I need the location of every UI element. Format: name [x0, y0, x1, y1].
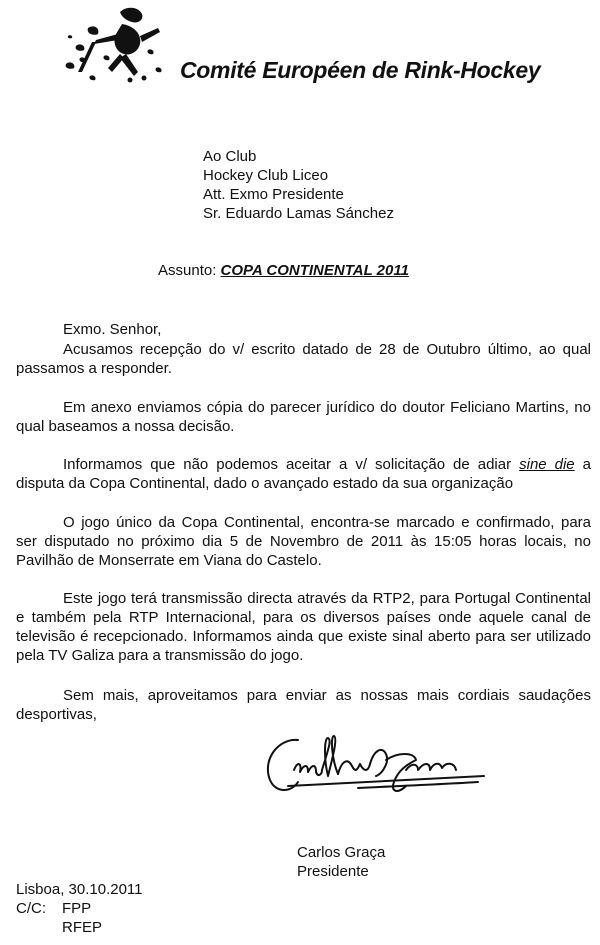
subject-line [158, 262, 409, 279]
recipient-line: Ao Club [203, 148, 257, 165]
signer-title: Presidente [297, 863, 369, 880]
handwritten-signature [258, 730, 490, 806]
paragraph [16, 513, 591, 570]
subject-text: COPA CONTINENTAL 2011 [220, 262, 409, 279]
footer [16, 880, 143, 937]
rink-hockey-player-logo-icon [60, 6, 168, 84]
recipient-line: Hockey Club Liceo [203, 167, 329, 184]
place-date: Lisboa, 30.10.2011 [16, 881, 143, 898]
cc-list [62, 899, 102, 937]
paragraph-text: Acusamos recepção do v/ escrito datado de 28 de Outubro último, ao qual passamos a responder. [16, 341, 591, 377]
paragraph [16, 398, 591, 436]
signer-name: Carlos Graça [297, 844, 386, 861]
subject-label: Assunto: [158, 262, 221, 279]
recipient-address [203, 147, 394, 223]
paragraph-text: Este jogo terá transmissão directa através da RTP2, para Portugal Continental e também pela RTP Internacional, para os diversos países onde aquele canal de televisão é recepcionado. Informamos ainda que existe sinal aberto para ser utilizado pela TV Galiza para a transmissão do jogo. [16, 590, 591, 664]
emphasized-term: sine die [519, 456, 575, 473]
paragraph [16, 589, 591, 665]
paragraph [16, 340, 591, 378]
paragraph-text-part: a disputa da Copa Continental, dado o avançado estado da sua organização [16, 456, 592, 492]
paragraph-text [16, 455, 591, 493]
paragraph [16, 455, 591, 493]
cc-recipient: FPP [62, 900, 92, 917]
paragraph-text: Em anexo enviamos cópia do parecer jurídico do doutor Feliciano Martins, no qual baseamos a nossa decisão. [16, 399, 591, 435]
cc-recipient: RFEP [62, 919, 103, 936]
cc-label: C/C: [16, 900, 46, 917]
letterhead [0, 0, 600, 100]
paragraph-text: O jogo único da Copa Continental, encontra-se marcado e confirmado, para ser disputado no próximo dia 5 de Novembro de 2011 às 15:05 horas locais, no Pavilhão de Monserrate em Viana do Castelo. [16, 514, 591, 569]
signer-block [297, 843, 385, 881]
paragraph-text-part: Informamos que não podemos aceitar a v/ solicitação de adiar [63, 456, 520, 473]
recipient-line: Att. Exmo Presidente [203, 186, 344, 203]
organization-name: Comité Européen de Rink-Hockey [180, 57, 541, 83]
paragraph [16, 686, 591, 724]
paragraph-text: Sem mais, aproveitamos para enviar as nossas mais cordiais saudações desportivas, [16, 687, 591, 723]
recipient-line: Sr. Eduardo Lamas Sánchez [203, 205, 394, 222]
cc-row [16, 899, 143, 937]
salutation: Exmo. Senhor, [63, 321, 162, 338]
